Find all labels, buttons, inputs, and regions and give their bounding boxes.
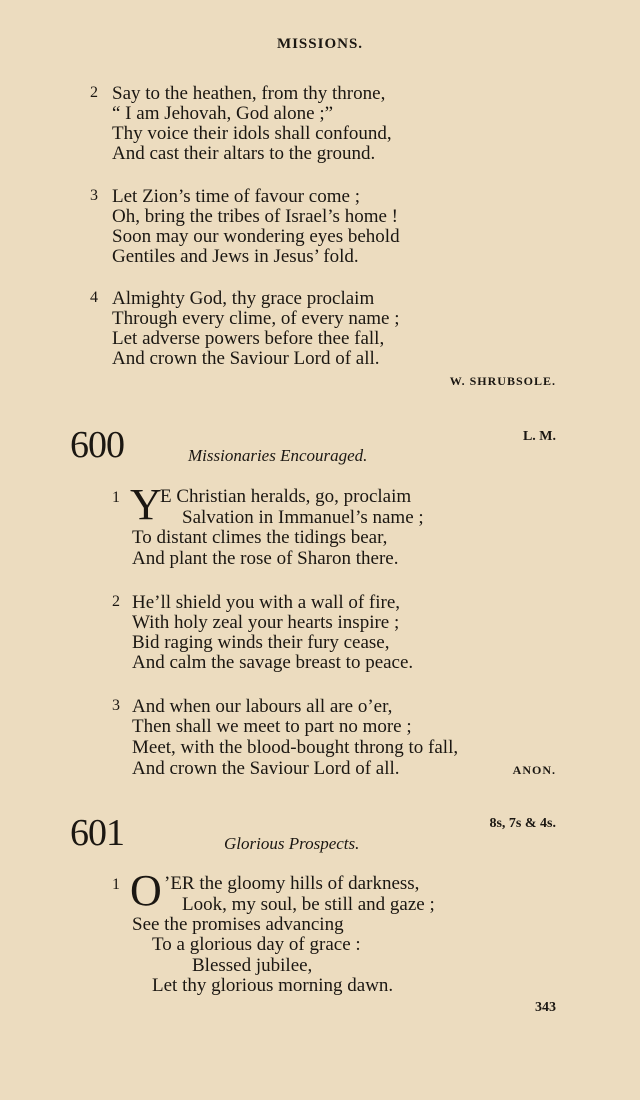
verse-line: And when our labours all are o’er,	[132, 696, 393, 717]
verse-line: Meet, with the blood-bought throng to fall,	[132, 737, 459, 758]
running-header: MISSIONS.	[276, 36, 364, 52]
verse-line: Let adverse powers before thee fall,	[112, 328, 385, 349]
verse-line: E Christian heralds, go, proclaim	[160, 486, 412, 507]
verse-line: Let Zion’s time of favour come ;	[112, 186, 360, 207]
verse-line: “ I am Jehovah, God alone ;”	[112, 103, 334, 124]
drop-cap: Y	[130, 480, 162, 529]
author-attribution: W. SHRUBSOLE.	[449, 374, 556, 388]
verse-number: 1	[112, 876, 120, 893]
verse-line: See the promises advancing	[132, 914, 344, 935]
verse-number: 3	[90, 187, 98, 204]
verse-line: He’ll shield you with a wall of fire,	[132, 592, 401, 613]
hymn-title: Glorious Prospects.	[224, 834, 360, 853]
verse-line: Salvation in Immanuel’s name ;	[182, 507, 424, 528]
verse-line: And crown the Saviour Lord of all.	[112, 348, 380, 369]
verse-line: Then shall we meet to part no more ;	[132, 716, 412, 737]
page-number: 343	[535, 1000, 556, 1015]
verse-line: And plant the rose of Sharon there.	[132, 548, 399, 569]
verse-line: With holy zeal your hearts inspire ;	[132, 612, 400, 633]
verse-line: Say to the heathen, from thy throne,	[112, 83, 386, 104]
verse-number: 4	[90, 289, 98, 306]
verse-line: Blessed jubilee,	[192, 955, 313, 976]
verse-line: To a glorious day of grace :	[152, 934, 361, 955]
verse-line: Gentiles and Jews in Jesus’ fold.	[112, 246, 359, 267]
drop-cap: O	[130, 866, 162, 915]
hymn-title: Missionaries Encouraged.	[188, 446, 368, 465]
verse-line: And crown the Saviour Lord of all.	[132, 758, 400, 779]
verse-line: Through every clime, of every name ;	[112, 308, 400, 329]
hymn-number: 600	[70, 424, 124, 466]
verse-line: Let thy glorious morning dawn.	[152, 975, 394, 996]
hymn-meter: 8s, 7s & 4s.	[489, 816, 556, 831]
verse-number: 2	[112, 593, 120, 610]
verse-line: Look, my soul, be still and gaze ;	[182, 894, 435, 915]
verse-line: And cast their altars to the ground.	[112, 143, 376, 164]
hymn-number: 601	[70, 812, 124, 854]
verse-line: ’ER the gloomy hills of darkness,	[164, 873, 420, 894]
author-attribution: ANON.	[512, 763, 556, 777]
verse-line: And calm the savage breast to peace.	[132, 652, 414, 673]
verse-line: Soon may our wondering eyes behold	[112, 226, 400, 247]
verse-line: To distant climes the tidings bear,	[132, 527, 388, 548]
verse-line: Thy voice their idols shall confound,	[112, 123, 392, 144]
verse-number: 3	[112, 697, 120, 714]
hymn-meter: L. M.	[522, 429, 556, 444]
verse-number: 1	[112, 489, 120, 506]
verse-number: 2	[90, 84, 98, 101]
verse-line: Bid raging winds their fury cease,	[132, 632, 390, 653]
verse-line: Almighty God, thy grace proclaim	[112, 288, 375, 309]
verse-line: Oh, bring the tribes of Israel’s home !	[112, 206, 398, 227]
